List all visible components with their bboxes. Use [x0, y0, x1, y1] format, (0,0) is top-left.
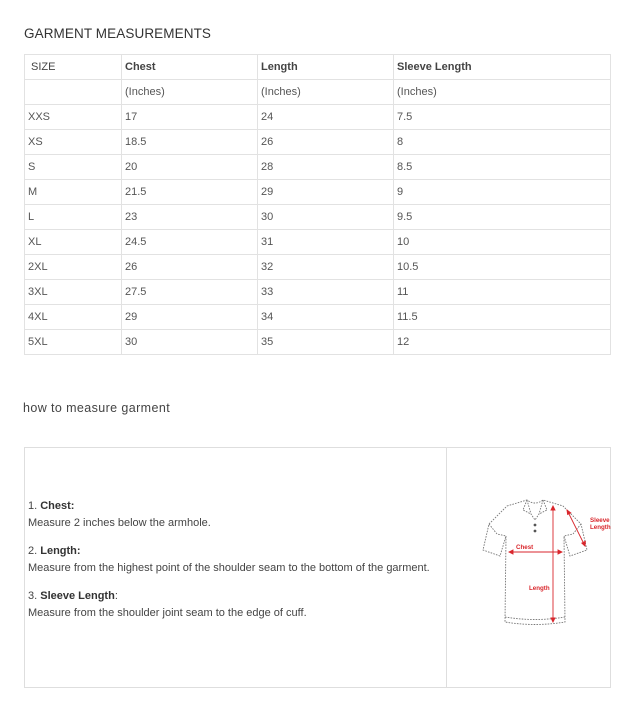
step-sleeve-length — [28, 588, 448, 622]
cell-sleeve-length: 11 — [394, 280, 611, 305]
step-label: Chest: — [40, 500, 75, 512]
cell-sleeve-length: 12 — [394, 330, 611, 355]
cell-length: 32 — [258, 255, 394, 280]
step-label: Sleeve Length — [40, 590, 115, 602]
cell-length: 33 — [258, 280, 394, 305]
table-row — [25, 205, 611, 230]
unit-length: (Inches) — [258, 80, 394, 105]
size-chart-table — [24, 54, 611, 355]
cell-sleeve-length: 8 — [394, 130, 611, 155]
cell-sleeve-length: 10.5 — [394, 255, 611, 280]
table-row — [25, 330, 611, 355]
step-number: 2. — [28, 545, 41, 557]
cell-size: XL — [25, 230, 122, 255]
cell-size: XS — [25, 130, 122, 155]
cell-length: 26 — [258, 130, 394, 155]
cell-sleeve-length: 8.5 — [394, 155, 611, 180]
cell-sleeve-length: 7.5 — [394, 105, 611, 130]
step-label: Length: — [40, 545, 81, 557]
unit-chest: (Inches) — [122, 80, 258, 105]
cell-length: 29 — [258, 180, 394, 205]
chest-label: Chest — [516, 544, 534, 551]
cell-size: 3XL — [25, 280, 122, 305]
table-row — [25, 305, 611, 330]
cell-chest: 29 — [122, 305, 258, 330]
step-length — [28, 543, 448, 577]
sleeve-label-line2: Length — [590, 524, 611, 531]
table-units-row — [25, 80, 611, 105]
cell-sleeve-length: 9.5 — [394, 205, 611, 230]
page-title: GARMENT MEASUREMENTS — [24, 26, 212, 41]
how-to-measure-heading: how to measure garment — [23, 401, 171, 415]
step-text: Measure from the highest point of the shoulder seam to the bottom of the garment. — [28, 562, 430, 574]
cell-sleeve-length: 10 — [394, 230, 611, 255]
table-row — [25, 105, 611, 130]
cell-length: 31 — [258, 230, 394, 255]
unit-sleeve-length: (Inches) — [394, 80, 611, 105]
cell-length: 30 — [258, 205, 394, 230]
cell-chest: 18.5 — [122, 130, 258, 155]
cell-chest: 17 — [122, 105, 258, 130]
cell-size: S — [25, 155, 122, 180]
step-label-suffix: : — [114, 590, 118, 602]
table-row — [25, 130, 611, 155]
table-row — [25, 280, 611, 305]
unit-size — [25, 80, 122, 105]
cell-length: 24 — [258, 105, 394, 130]
header-chest: Chest — [122, 55, 258, 80]
cell-chest: 20 — [122, 155, 258, 180]
header-size: SIZE — [25, 55, 122, 80]
step-chest — [28, 498, 448, 532]
cell-sleeve-length: 9 — [394, 180, 611, 205]
cell-length: 28 — [258, 155, 394, 180]
table-header-row — [25, 55, 611, 80]
cell-chest: 30 — [122, 330, 258, 355]
cell-length: 35 — [258, 330, 394, 355]
cell-size: 4XL — [25, 305, 122, 330]
table-row — [25, 255, 611, 280]
step-number: 1. — [28, 500, 41, 512]
cell-size: L — [25, 205, 122, 230]
table-row — [25, 180, 611, 205]
cell-sleeve-length: 11.5 — [394, 305, 611, 330]
header-sleeve-length: Sleeve Length — [394, 55, 611, 80]
cell-chest: 26 — [122, 255, 258, 280]
cell-size: 5XL — [25, 330, 122, 355]
step-number: 3. — [28, 590, 41, 602]
cell-chest: 23 — [122, 205, 258, 230]
cell-chest: 21.5 — [122, 180, 258, 205]
cell-size: 2XL — [25, 255, 122, 280]
measure-steps — [28, 498, 448, 633]
header-length: Length — [258, 55, 394, 80]
sleeve-label-line1: Sleeve — [590, 517, 610, 524]
length-label: Length — [529, 585, 550, 592]
measure-guide-box — [24, 447, 611, 688]
cell-size: M — [25, 180, 122, 205]
cell-chest: 24.5 — [122, 230, 258, 255]
cell-size: XXS — [25, 105, 122, 130]
step-text: Measure 2 inches below the armhole. — [28, 517, 211, 529]
box-divider — [446, 448, 447, 687]
table-row — [25, 155, 611, 180]
cell-length: 34 — [258, 305, 394, 330]
polo-shirt-icon — [469, 494, 619, 639]
table-row — [25, 230, 611, 255]
cell-chest: 27.5 — [122, 280, 258, 305]
step-text: Measure from the shoulder joint seam to the edge of cuff. — [28, 607, 307, 619]
